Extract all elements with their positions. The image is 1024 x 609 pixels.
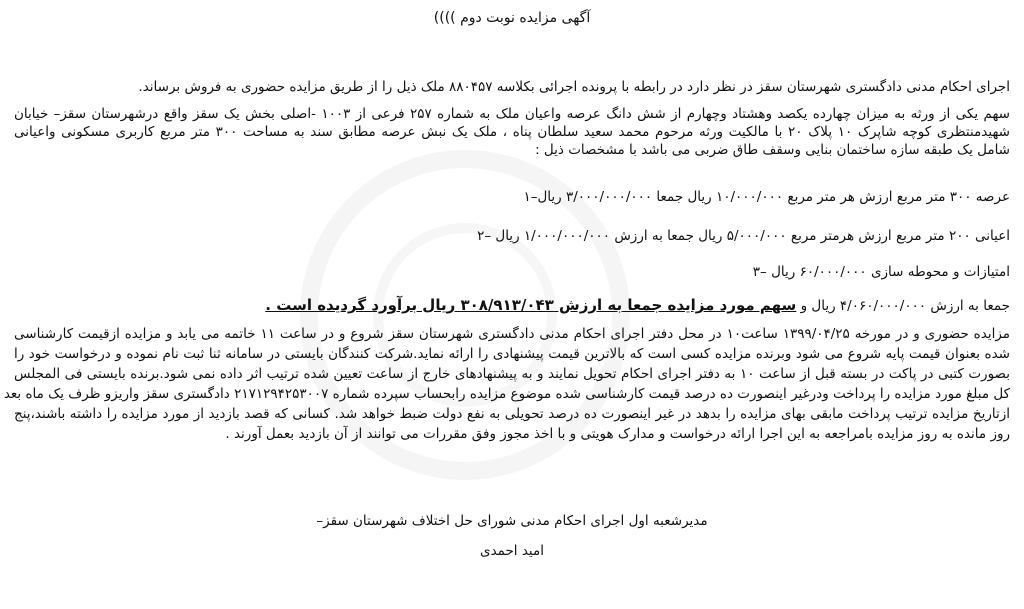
terms-line-5: ازتاریخ مزایده ترتیب پرداخت مابقی بهای مزایده را بدهد در غیر اینصورت ده درصد تحویلی به نفع دولت ضبط خواهد شد. کسانی که قصد بازدید از مورد مزایده را داشته باشند،پنج [14, 406, 1010, 422]
description-line-1: سهم یکی از ورثه به میزان چهارده یکصد وهشتاد وچهارم از شش دانگ عرصه واعیان ملک به شماره ۲۵۷ فرعی از ۱۰۰۳ -اصلی بخش یک سقز واقع درشهرستان سقز– خیابان [14, 106, 1010, 122]
terms-line-6: روز مانده به روز مزایده بامراجعه به این اجرا ارائه درخواست و مدارک هویتی و با اخذ مجوز وفق مقررات می توانند از آن بازدید بعمل آورند . [225, 426, 1010, 442]
item-3: امتیازات و محوطه سازی ۶۰/۰۰۰/۰۰۰ ریال –۳ [752, 264, 1010, 280]
description-line-3: شامل یک طبقه سازه ساختمان بنایی وسقف طاق ضربی می باشد با مشخصات ذیل : [535, 142, 1010, 158]
terms-line-2: شده بعنوان قیمت پایه شروع می شود وبرنده مزایده کسی است که بالاترین قیمت پیشنهادی را ارائه نماید.شرکت کنندگان بایستی در سامانه ثنا ثبت نام نموده و درخواست خود را [14, 346, 1010, 362]
terms-line-1: مزایده حضوری و در مورخه ۱۳۹۹/۰۴/۲۵ ساعت۱۰ در محل دفتر اجرای احکام مدنی دادگستری شهرستان سقز شروع و در ساعت ۱۱ خاتمه می یابد و مزایده ازقیمت کارشناسی [14, 326, 1011, 342]
notice-title: آگهی مزایده نوبت دوم )))) [433, 10, 591, 26]
item-1: عرصه ۳۰۰ متر مربع ارزش هر متر مربع ۱۰/۰۰۰/۰۰۰ ریال جمعا ۳/۰۰۰/۰۰۰/۰۰۰ ریال–۱ [523, 189, 1010, 205]
total-plain: جمعا به ارزش ۴/۰۶۰/۰۰۰/۰۰۰ ریال و [800, 298, 1010, 314]
notice-document [3, 0, 1016, 609]
terms-line-3: بصورت کتبی در پاکت در بسته قبل از ساعت ۱۰ به دفتر اجرای احکام تحویل نمایند و به پیشنهادهای خارج از ساعت تعیین شده ترتیب اثر داده نمی شود.برنده بایستی فی المجلس [14, 366, 1011, 382]
intro-paragraph: اجرای احکام مدنی دادگستری شهرستان سقز در نظر دارد در رابطه با پرونده اجرائی بکلاسه ۸۸۰۴۵۷ ملک ذیل را از طریق مزایده حضوری به فروش برساند. [138, 79, 1010, 95]
item-2: اعیانی ۲۰۰ متر مربع ارزش هرمتر مربع ۵/۰۰۰/۰۰۰ ریال جمعا به ارزش ۱/۰۰۰/۰۰۰/۰۰۰ ریال –۲ [477, 228, 1010, 244]
total-bold: سهم مورد مزایده جمعا به ارزش ۳۰۸/۹۱۳/۰۴۳ ریال برآورد گردیده است . [265, 296, 797, 314]
signature-name: امید احمدی [480, 543, 544, 559]
terms-line-4: کل مبلغ مورد مزایده را پرداخت ودرغیر اینصورت ده درصد قیمت کارشناسی شده موضوع مزایده رابحساب سپرده شماره ۲۱۷۱۲۹۴۲۵۳۰۰۷ دادگستری سقز واریزو ظرف یک ماه بعد [3, 386, 1010, 402]
signature-position: مدیرشعبه اول اجرای احکام مدنی شورای حل اختلاف شهرستان سقز– [316, 513, 708, 529]
total-line [14, 296, 1010, 315]
description-line-2: شهیدمنتظری کوچه شاپرک ۱۰ پلاک ۲۰ با مالکیت ورثه مرحوم محمد سعید سلطان پناه ، ملک یک نبش عرصه مطابق سند به مساحت ۳۰۰ متر مربع کاربری مسکونی واعیانی [14, 124, 1010, 140]
